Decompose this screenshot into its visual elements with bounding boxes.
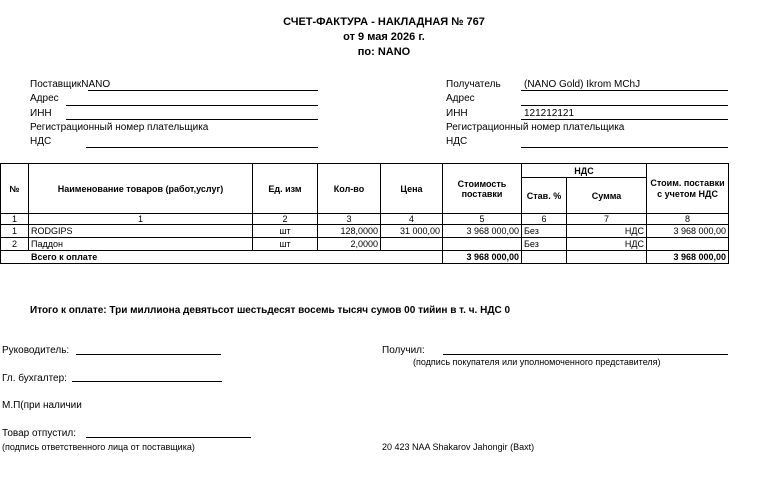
supplier-vat-line [86, 147, 318, 148]
accountant-label: Гл. бухгалтер: [2, 373, 67, 384]
recipient-inn-value: 121212121 [524, 108, 575, 119]
col-header-total: Стоим. поставки с учетом НДС [647, 164, 729, 214]
row-num: 1 [1, 225, 29, 238]
row-total [647, 238, 729, 251]
col-header-vat-rate: Став. % [522, 178, 567, 214]
stamp-label: М.П(при наличии [2, 400, 82, 411]
col-header-qty: Кол-во [318, 164, 381, 214]
recipient-label: Получатель [446, 79, 501, 90]
recipient-vat-label: НДС [446, 136, 468, 147]
released-note: (подпись ответственного лица от поставщика) [2, 442, 195, 452]
col-header-unit: Ед. изм [253, 164, 318, 214]
received-signature-line [443, 354, 728, 355]
col-header-vat: НДС [522, 164, 647, 178]
supplier-inn-line [66, 119, 318, 120]
table-row [1, 225, 729, 238]
recipient-inn-label: ИНН [446, 108, 468, 119]
row-total: 3 968 000,00 [647, 225, 729, 238]
row-name: Паддон [29, 238, 253, 251]
col-header-price: Цена [381, 164, 443, 214]
col-number: 4 [381, 214, 443, 225]
total-vat-sum [567, 251, 647, 264]
supplier-reg-label: Регистрационный номер плательщика [30, 122, 209, 133]
recipient-reg-label: Регистрационный номер плательщика [446, 122, 625, 133]
col-header-num: № [1, 164, 29, 214]
col-header-cost: Стоимость поставки [443, 164, 522, 214]
recipient-address-label: Адрес [446, 93, 475, 104]
row-price: 31 000,00 [381, 225, 443, 238]
received-note: (подпись покупателя или уполномоченного представителя) [413, 357, 661, 367]
supplier-inn-label: ИНН [30, 108, 52, 119]
total-label: Всего к оплате [1, 251, 443, 264]
amount-in-words: Итого к оплате: Три миллиона девятьсот шестьдесят восемь тысяч сумов 00 тийин в т. ч. НДС 0 [30, 305, 511, 316]
received-label: Получил: [382, 345, 425, 356]
col-header-name: Наименование товаров (работ,услуг) [29, 164, 253, 214]
col-number: 1 [29, 214, 253, 225]
supplier-label: Поставщик [30, 79, 82, 90]
row-name: RODGIPS [29, 225, 253, 238]
recipient-vat-line [521, 147, 728, 148]
total-cost: 3 968 000,00 [443, 251, 522, 264]
supplier-vat-label: НДС [30, 136, 52, 147]
recipient-underline [521, 90, 728, 91]
col-number: 2 [253, 214, 318, 225]
row-vat-rate: Без [522, 225, 567, 238]
row-vat-sum: НДС [567, 238, 647, 251]
row-vat-sum: НДС [567, 225, 647, 238]
col-header-vat-sum: Сумма [567, 178, 647, 214]
row-price [381, 238, 443, 251]
row-num: 2 [1, 238, 29, 251]
row-unit: шт [253, 225, 318, 238]
col-number: 5 [443, 214, 522, 225]
table-row [1, 238, 729, 251]
table-header-row [1, 164, 729, 178]
recipient-inn-line [521, 119, 728, 120]
row-qty: 128,0000 [318, 225, 381, 238]
accountant-signature-line [72, 381, 222, 382]
supplier-value: NANO [81, 79, 111, 90]
released-signature-line [86, 437, 251, 438]
document-title: СЧЕТ-ФАКТУРА - НАКЛАДНАЯ № 767 [283, 16, 485, 28]
invoice-table [0, 163, 729, 264]
director-signature-line [76, 354, 221, 355]
column-number-row [1, 214, 729, 225]
director-label: Руководитель: [2, 345, 70, 356]
col-number: 3 [318, 214, 381, 225]
row-cost [443, 238, 522, 251]
total-row [1, 251, 729, 264]
supplier-address-label: Адрес [30, 93, 59, 104]
document-date: от 9 мая 2026 г. [343, 31, 425, 43]
col-number: 1 [1, 214, 29, 225]
recipient-address-line [521, 105, 728, 106]
supplier-address-line [66, 105, 318, 106]
row-unit: шт [253, 238, 318, 251]
supplier-underline [88, 90, 318, 91]
row-qty: 2,0000 [318, 238, 381, 251]
row-cost: 3 968 000,00 [443, 225, 522, 238]
total-vat-rate [522, 251, 567, 264]
row-vat-rate: Без [522, 238, 567, 251]
recipient-value: (NANO Gold) Ikrom MChJ [524, 79, 641, 90]
document-subject: по: NANO [357, 46, 411, 58]
released-label: Товар отпустил: [2, 428, 76, 439]
proxy-text: 20 423 NAA Shakarov Jahongir (Baxt) [382, 442, 535, 452]
total-with-vat: 3 968 000,00 [647, 251, 729, 264]
col-number: 6 [522, 214, 567, 225]
col-number: 7 [567, 214, 647, 225]
col-number: 8 [647, 214, 729, 225]
